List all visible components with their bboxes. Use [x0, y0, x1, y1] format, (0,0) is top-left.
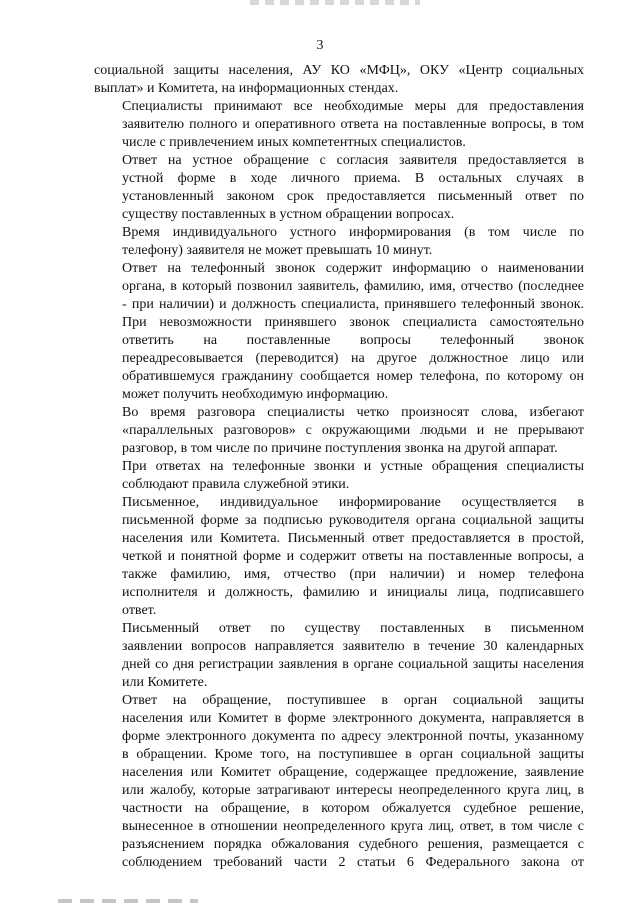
- text-line: существу поставленных в устном обращении вопросах.: [122, 207, 455, 222]
- text-line: населения или Комитета. Письменный ответ предоставляется в простой,: [122, 531, 584, 546]
- text-line: заявлении вопросов направляется заявителю в течение 30 календарных: [122, 639, 584, 654]
- text-line: установленный законом срок предоставляется письменный ответ по: [122, 189, 584, 204]
- text-line: Ответ на обращение, поступившее в орган социальной защиты: [122, 693, 584, 708]
- paragraph: [94, 224, 584, 260]
- text-line: Ответ на телефонный звонок содержит информацию о наименовании: [122, 261, 584, 276]
- text-line: письменной форме за подписью руководителя органа социальной защиты: [122, 513, 584, 528]
- text-line: частности на обращение, в котором обжалуется судебное решение,: [122, 801, 584, 816]
- paragraph: [94, 260, 584, 404]
- text-line: Ответ на устное обращение с согласия заявителя предоставляется в: [122, 153, 584, 168]
- paragraph: [94, 458, 584, 494]
- page-number: 3: [316, 38, 324, 53]
- text-line: разговор, в том числе по причине поступления звонка на другой аппарат.: [122, 441, 558, 456]
- paragraph: [94, 692, 584, 872]
- text-line: - при наличии) и должность специалиста, принявшего телефонный звонок.: [122, 297, 584, 312]
- text-line: соблюдают правила служебной этики.: [122, 477, 350, 492]
- text-line: При невозможности принявшего звонок специалиста самостоятельно: [122, 315, 584, 330]
- text-line: органа, в который позвонил заявитель, фамилию, имя, отчество (последнее: [122, 279, 584, 294]
- text-line: заявителю полного и оперативного ответа на поставленные вопросы, в том: [122, 117, 584, 132]
- text-line: населения или Комитет в форме электронного документа, направляется в: [122, 711, 584, 726]
- text-line: вынесенное в отношении неопределенного круга лиц, ответ, в том числе с: [122, 819, 584, 834]
- text-line: Письменное, индивидуальное информирование осуществляется в: [122, 495, 584, 510]
- text-line: или жалобу, которые затрагивают интересы неопределенного круга лиц, в: [122, 783, 584, 798]
- text-line: также фамилию, имя, отчество (при наличии) и номер телефона: [122, 567, 584, 582]
- text-line: социальной защиты населения, АУ КО «МФЦ», ОКУ «Центр социальных: [94, 63, 584, 78]
- scan-artifact-bottom: [58, 899, 198, 903]
- text-line: исполнителя и должность, фамилию и инициалы лица, подписавшего: [122, 585, 584, 600]
- text-line: разъяснением порядка обжалования судебного решения, размещается с: [122, 837, 584, 852]
- text-line: форме электронного документа по адресу электронной почты, указанному: [122, 729, 584, 744]
- text-line: При ответах на телефонные звонки и устные обращения специалисты: [122, 459, 584, 474]
- paragraph: [94, 98, 584, 152]
- text-line: числе с привлечением иных компетентных специалистов.: [122, 135, 466, 150]
- paragraph: [94, 404, 584, 458]
- scan-artifact-top: [250, 0, 420, 5]
- text-line: выплат» и Комитета, на информационных стендах.: [94, 81, 399, 96]
- text-line: обратившемуся гражданину сообщается номер телефона, по которому он: [122, 369, 584, 384]
- text-line: четкой и понятной форме и содержит ответы на поставленные вопросы, а: [122, 549, 584, 564]
- text-line: может получить необходимую информацию.: [122, 387, 389, 402]
- paragraph: [94, 62, 584, 98]
- text-line: дней со дня регистрации заявления в органе социальной защиты населения: [122, 657, 584, 672]
- paragraph: [94, 152, 584, 224]
- text-line: соблюдением требований части 2 статьи 6 Федерального закона от: [122, 855, 584, 870]
- text-line: «параллельных разговоров» с окружающими людьми и не прерывают: [122, 423, 584, 438]
- text-line: Время индивидуального устного информирования (в том числе по: [122, 225, 584, 240]
- paragraph: [94, 494, 584, 620]
- paragraph: [94, 620, 584, 692]
- text-line: ответ.: [122, 603, 157, 618]
- text-line: в обращении. Кроме того, на поступившее в орган социальной защиты: [122, 747, 584, 762]
- text-line: переадресовывается (переводится) на другое должностное лицо или: [122, 351, 584, 366]
- text-line: телефону) заявителя не может превышать 10 минут.: [122, 243, 433, 258]
- text-line: Письменный ответ по существу поставленных в письменном: [122, 621, 584, 636]
- text-line: или Комитете.: [122, 675, 208, 690]
- text-line: ответить на поставленные вопросы телефонный звонок: [122, 333, 584, 348]
- text-line: Специалисты принимают все необходимые меры для предоставления: [122, 99, 584, 114]
- text-line: устной форме в ходе личного приема. В остальных случаях в: [122, 171, 584, 186]
- document-body: [94, 62, 584, 872]
- text-line: Во время разговора специалисты четко произносят слова, избегают: [122, 405, 584, 420]
- text-line: населения или Комитет обращение, содержащее предложение, заявление: [122, 765, 584, 780]
